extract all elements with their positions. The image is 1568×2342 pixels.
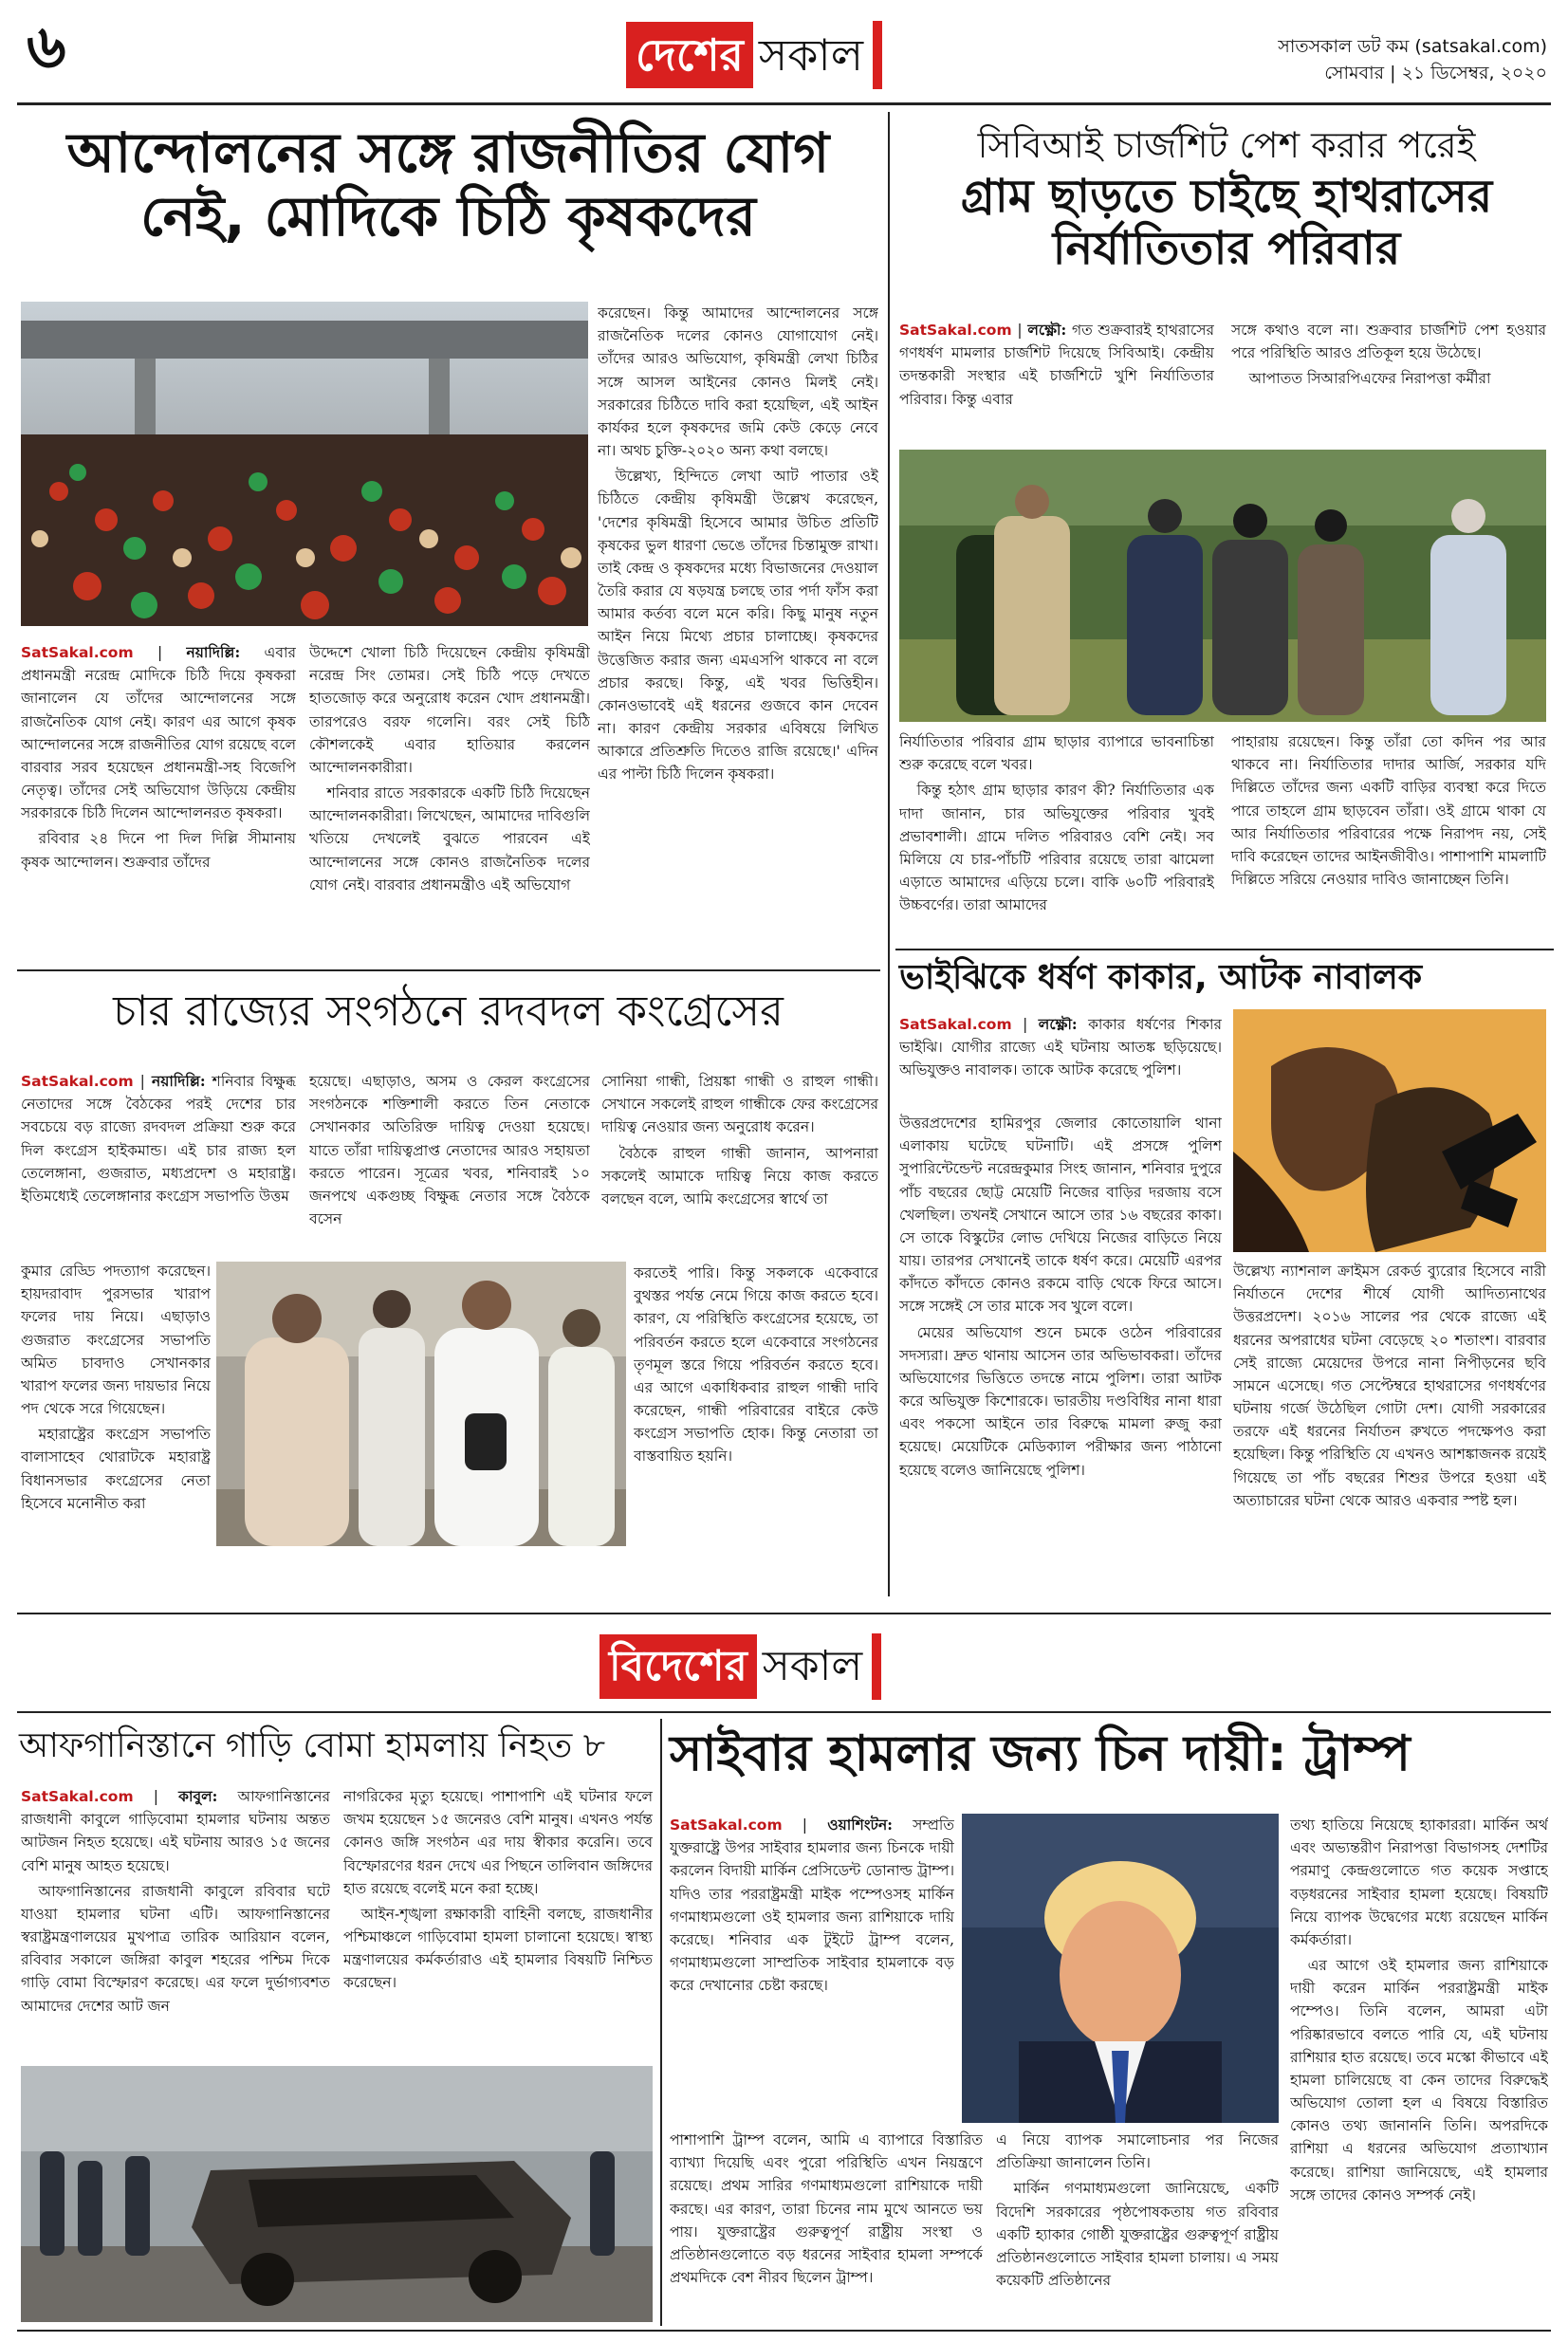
section2-masthead-black: সকাল xyxy=(762,1642,863,1690)
article2-kicker: সিবিআই চার্জশিট পেশ করার পরেই xyxy=(977,124,1476,166)
article3-col-c2 xyxy=(634,1262,878,1613)
article5-text-a2: আফগানিস্তানের রাজধানী কাবুলে রবিবার ঘটে যাওয়া হামলার ঘটনা এটি। আফগানিস্তানের স্বরাষ্ট্রমন্ত্রণালয়ের মুখপাত্র তারিক আরিয়ান বলেন, রবিবার সকালে জঙ্গিরা কাবুল শহরের পশ্চিম দিকে গাড়ি বোমা বিস্ফোরণ করেছে। এর ফলে দুর্ভাগ্যবশত আমাদের দেশের আট জন xyxy=(21,1882,330,2015)
article6-text-c2: এর আগে ওই হামলার জন্য রাশিয়াকে দায়ী করেন মার্কিন পররাষ্ট্রমন্ত্রী মাইক পম্পেও। তিনি বলেন, আমরা এটা পরিষ্কারভাবে বলতে পারি যে, এই ঘটনায় রাশিয়ার হাত রয়েছে। তবে মস্কো কীভাবে এই হামলা চালিয়েছে বা কেন তাদের বিরুদ্ধেই অভিযোগ তোলা হল এ বিষয়ে বিস্তারিত কোনও তথ্য জানাননি তিনি। অপরদিকে রাশিয়া এ ধরনের অভিযোগ প্রত্যাখ্যান করেছে। রাশিয়া জানিয়েছে, এই হামলার সঙ্গে তাদের কোনও সম্পর্ক নেই। xyxy=(1290,1957,1548,2204)
article1-col-mid xyxy=(309,641,590,968)
article2-text-c2: কিন্তু হঠাৎ গ্রাম ছাড়ার কারণ কী? নির্যাতিতার এক দাদা জানান, চার অভিযুক্তের পরিবার খুবই প্রভাবশালী। গ্রামে দলিত পরিবারও বেশি নেই। সব মিলিয়ে যে চার-পাঁচটি পরিবার রয়েছে তারা ঝামেলা এড়াতে আমাদের এড়িয়ে চলে। বাকি ৬০টি পরিবারই উচ্চবর্ণের। তারা আমাদের xyxy=(899,782,1214,914)
issue-date: সোমবার | ২১ ডিসেম্বর, ২০২০ xyxy=(1324,62,1547,83)
article6-photo xyxy=(962,1814,1279,2123)
article1-headline-line2: নেই, মোদিকে চিঠি কৃষকদের xyxy=(140,183,756,249)
section2-rule xyxy=(17,1711,1551,1713)
byline-site: SatSakal.com xyxy=(21,1073,134,1090)
section2-masthead-accent-bar xyxy=(872,1633,881,1700)
article3-headline: চার রাজ্যের সংগঠনে রদবদল কংগ্রেসের xyxy=(113,986,784,1036)
article6-text-a: সম্প্রতি যুক্তরাষ্ট্রে উপর সাইবার হামলার জন্য চিনকে দায়ী করলেন বিদায়ী মার্কিন প্রেসিডেন্ট ডোনাল্ড ট্রাম্প। যদিও তার পররাষ্ট্রমন্ত্রী মাইক পম্পেওসহ মার্কিন গণমাধ্যমগুলো ওই হামলার জন্য রাশিয়াকে দায়ি করেছে। শনিবার এক টুইটে ট্রাম্প বলেন, গণমাধ্যমগুলো সাম্প্রতিক সাইবার হামলাকে বড় করে দেখানোর চেষ্টা করছে। xyxy=(670,1816,954,1995)
article6-col-a2 xyxy=(670,2129,983,2328)
article5-text-b2: আইন-শৃঙ্খলা রক্ষাকারী বাহিনী বলছে, রাজধানীর পশ্চিমাঞ্চলে গাড়িবোমা হামলা চালানো হয়েছে। স্বাস্থ্য মন্ত্রণালয়ের কর্মকর্তারাও এই হামলার বিষয়টি নিশ্চিত করেছেন। xyxy=(343,1905,653,1992)
article1-text-b: এবার প্রধানমন্ত্রী নরেন্দ্র মোদিকে চিঠি দিয়ে কৃষকরা জানালেন যে তাঁদের আন্দোলনের সঙ্গে রাজনৈতিক যোগ নেই। কারণ এর আগে কৃষক আন্দোলনের সঙ্গে রাজনীতির যোগ রয়েছে বলে বারবার সরব হয়েছেন প্রধানমন্ত্রী-সহ বিজেপি নেতৃত্ব। তাঁদের সেই অভিযোগ উড়িয়ে কেন্দ্রীয় সরকারকে চিঠি দিলেন আন্দোলনরত কৃষকরা। xyxy=(21,644,296,822)
site-name: সাতসকাল ডট কম (satsakal.com) xyxy=(1278,36,1547,57)
article6-col-c xyxy=(1290,1814,1548,2328)
article3-col-c xyxy=(601,1070,878,1256)
article2-photo xyxy=(899,450,1546,722)
byline-site: SatSakal.com xyxy=(670,1816,783,1834)
article2-col-c xyxy=(899,730,1214,966)
article4-text-a2: উত্তরপ্রদেশের হামিরপুর জেলার কোতোয়ালি থানা এলাকায় ঘটেছে ঘটনাটি। এই প্রসঙ্গে পুলিশ সুপারিন্টেন্ডেন্ট নরেন্দ্রকুমার সিংহ জানান, শনিবার দুপুরে পাঁচ বছরের ছোট্ট মেয়েটি নিজের বাড়ির দরজায় বসে খেলছিল। তখনই সেখানে আসে তার ১৬ বছরের কাকা। সে তাকে বিস্কুটের লোভ দেখিয়ে নিজের বাড়িতে নিয়ে যায়। তারপর সেখানেই তাকে ধর্ষণ করে। মেয়েটি এরপর কাঁদতে কাঁদতে কোনও রকমে বাড়ি থেকে ফিরে আসে। সঙ্গে সঙ্গেই সে তার মাকে সব খুলে বলে। xyxy=(899,1115,1222,1316)
article5-col-a: SatSakal.com | কাবুল: আফগানিস্তানের রাজধানী কাবুলে গাড়িবোমা হামলার ঘটনায় অন্তত আটজন নিহত হয়েছে। এই ঘটনায় আরও ১৫ জনের বেশি মানুষ আহত হয়েছে। আফগানিস্তানের রাজধানী কাবুলে রবিবার ঘটে যাওয়া হামলার ঘটনা এটি। আফগানিস্তানের স্বরাষ্ট্রমন্ত্রণালয়ের মুখপাত্র তারিক আরিয়ান বলেন, রবিবার সকালে জঙ্গিরা কাবুল শহরের পশ্চিম দিকে গাড়ি বোমা বিস্ফোরণ করেছে। এর ফলে দুর্ভাগ্যবশত আমাদের দেশের আট জন xyxy=(21,1785,330,2060)
article4-col-a2 xyxy=(899,1112,1222,1614)
article2-text-b: সঙ্গে কথাও বলে না। শুক্রবার চার্জশিট পেশ হওয়ার পরে পরিস্থিতি আরও প্রতিকূল হয়ে উঠেছে। xyxy=(1231,322,1546,362)
byline-site: SatSakal.com xyxy=(899,322,1012,339)
article3-text-a3: মহারাষ্ট্রের কংগ্রেস সভাপতি বালাসাহেব থোরাটকে মহারাষ্ট্র বিধানসভার কংগ্রেসের নেতা হিসেবে মনোনীত করা xyxy=(21,1426,211,1512)
article2-col-d xyxy=(1231,730,1546,966)
article2-text-a: গত শুক্রবারই হাথরাসের গণধর্ষণ মামলার চার্জশিট দিয়েছে সিবিআই। কেন্দ্রীয় তদন্তকারী সংস্থার এই চার্জশিটে খুশি নির্যাতিতার পরিবার। কিন্তু এবার xyxy=(899,322,1214,408)
article2-col-a: SatSakal.com | লক্ষ্ণৌ: গত শুক্রবারই হাথরাসের গণধর্ষণ মামলার চার্জশিট দিয়েছে সিবিআই। কেন্দ্রীয় তদন্তকারী সংস্থার এই চার্জশিটে খুশি নির্যাতিতার পরিবার। কিন্তু এবার xyxy=(899,321,1214,408)
article1-bottom-rule xyxy=(17,969,880,971)
article2-col-b xyxy=(1231,319,1546,442)
top-half-bottom-rule xyxy=(17,1613,1551,1614)
article2-text-c: নির্যাতিতার পরিবার গ্রাম ছাড়ার ব্যাপারে ভাবনাচিন্তা শুরু করেছে বলে খবর। xyxy=(899,733,1214,774)
page-number: ৬ xyxy=(27,12,66,83)
article2-headline-line2: নির্যাতিতার পরিবার xyxy=(1052,222,1401,276)
article4-headline: ভাইঝিকে ধর্ষণ কাকার, আটক নাবালক xyxy=(899,958,1423,997)
article1-headline-line1: আন্দোলনের সঙ্গে রাজনীতির যোগ xyxy=(66,120,830,185)
article1-text-c: উদ্দেশে খোলা চিঠি দিয়েছেন কেন্দ্রীয় কৃষিমন্ত্রী নরেন্দ্র সিং তোমর। সেই চিঠি পড়ে দেখতে হাতজোড় করে অনুরোধ করেন খোদ প্রধানমন্ত্রী। তারপরেও বরফ গলেনি। বরং সেই চিঠি কৌশলকেই এবার হাতিয়ার করলেন আন্দোলনকারীরা। xyxy=(309,644,590,776)
masthead-accent-bar xyxy=(873,21,882,89)
article6-text-b2: মার্কিন গণমাধ্যমগুলো জানিয়েছে, একটি বিদেশি সরকারের পৃষ্ঠপোষকতায় গত রবিবার একটি হ্যাকার গোষ্ঠী যুক্তরাষ্ট্রের গুরুত্বপূর্ণ রাষ্ট্রীয় প্রতিষ্ঠানগুলোতে সাইবার হামলা চালায়। এ সময় কয়েকটি প্রতিষ্ঠানের xyxy=(996,2180,1279,2290)
article4-col-a: SatSakal.com | লক্ষ্ণৌ: কাকার ধর্ষণের শিকার ভাইঝি। যোগীর রাজ্যে এই ঘটনায় আতঙ্ক ছড়িয়েছে। অভিযুক্তও নাবালক। তাকে আটক করেছে পুলিশ। xyxy=(899,1015,1222,1079)
article1-text-a2: উল্লেখ্য, হিন্দিতে লেখা আট পাতার ওই চিঠিতে কেন্দ্রীয় কৃষিমন্ত্রী উল্লেখ করেছেন, 'দেশের কৃষিমন্ত্রী হিসেবে আমার উচিত প্রতিটি কৃষকের ভুল ধারণা ভেঙে তাঁদের চিন্তামুক্ত রাখা। তাই কেন্দ্র ও কৃষকদের মধ্যে বিভাজনের দেওয়াল তৈরি করার যে ষড়যন্ত্র চলছে তার পর্দা ফাঁস করা আমার কর্তব্য বলে মনে করি। কিছু মানুষ নতুন আইন নিয়ে মিথ্যে প্রচার চালাচ্ছে। কৃষকদের উত্তেজিত করার জন্য এমএসপি থাকবে না বলে প্রচার করছে। কিন্তু, এই খবর ভিত্তিহীন। কোনওভাবেই এই ধরনের গুজবে কান দেবেন না। কারণ কেন্দ্রীয় সরকার এবিষয়ে লিখিত আকারে প্রতিশ্রুতি দিতেও রাজি রয়েছে।' এদিন এর পাল্টা চিঠি দিলেন কৃষকরা। xyxy=(598,468,878,784)
section2-masthead xyxy=(600,1633,881,1700)
article5-photo xyxy=(21,2066,653,2322)
article2-text-d: পাহারায় রয়েছেন। কিন্তু তাঁরা তো কদিন পর আর থাকবে না। নির্যাতিতার দাদার আর্জি, সরকার যদি দিল্লিতে তাঁদের জন্য একটি বাড়ির ব্যবস্থা করে দিতে পারে তাহলে গ্রাম ছাড়বেন তাঁরা। ওই গ্রামে থাকা যে আর নির্যাতিতার পরিবারের পক্ষে নিরাপদ নয়, সেই দাবি করেছেন তাদের আইনজীবীও। পাশাপাশি মামলাটি দিল্লিতে সরিয়ে নেওয়ার দাবিও জানাচ্ছেন তিনি। xyxy=(1231,733,1546,889)
bottom-vertical-divider xyxy=(660,1719,662,2326)
byline-site: SatSakal.com xyxy=(899,1016,1012,1033)
article4-text-a: কাকার ধর্ষণের শিকার ভাইঝি। যোগীর রাজ্যে এই ঘটনায় আতঙ্ক ছড়িয়েছে। অভিযুক্তও নাবালক। তাকে আটক করেছে পুলিশ। xyxy=(899,1016,1222,1079)
header-rule xyxy=(17,102,1551,105)
article2-headline xyxy=(899,171,1554,275)
article6-col-a: SatSakal.com | ওয়াশিংটন: সম্প্রতি যুক্তরাষ্ট্রে উপর সাইবার হামলার জন্য চিনকে দায়ী করলেন বিদায়ী মার্কিন প্রেসিডেন্ট ডোনাল্ড ট্রাম্প। যদিও তার পররাষ্ট্রমন্ত্রী মাইক পম্পেওসহ মার্কিন গণমাধ্যমগুলো ওই হামলার জন্য রাশিয়াকে দায়ি করেছে। শনিবার এক টুইটে ট্রাম্প বলেন, গণমাধ্যমগুলো সাম্প্রতিক সাইবার হামলাকে বড় করে দেখানোর চেষ্টা করছে। xyxy=(670,1816,954,1995)
article6-text-a2: পাশাপাশি ট্রাম্প বলেন, আমি এ ব্যাপারে বিস্তারিত ব্যাখ্যা দিয়েছি এবং পুরো পরিস্থিতি এখন নিয়ন্ত্রণে রয়েছে। প্রথম সারির গণমাধ্যমগুলো রাশিয়াকে দায়ী করছে। এর কারণ, তারা চিনের নাম মুখে আনতে ভয় পায়। যুক্তরাষ্ট্রের গুরুত্বপূর্ণ রাষ্ট্রীয় সংস্থা ও প্রতিষ্ঠানগুলোতে বড় ধরনের সাইবার হামলা সম্পর্কে প্রথমদিকে বেশ নীরব ছিলেন ট্রাম্প। xyxy=(670,2131,983,2287)
article3-text-a: শনিবার বিক্ষুব্ধ নেতাদের সঙ্গে বৈঠকের পরই দেশের চার সবচেয়ে বড় রাজ্যে রদবদল প্রক্রিয়া শুরু করে দিল কংগ্রেস হাইকমান্ড। এই চার রাজ্য হল তেলেঙ্গানা, গুজরাত, মধ্যপ্রদেশ ও মহারাষ্ট্র। ইতিমধ্যেই তেলেঙ্গানার কংগ্রেস সভাপতি উত্তম xyxy=(21,1073,296,1205)
article5-text-b: নাগরিকের মৃত্যু হয়েছে। পাশাপাশি এই ঘটনার ফলে জখম হয়েছেন ১৫ জনেরও বেশি মানুষ। এখনও পর্যন্ত কোনও জঙ্গি সংগঠন এর দায় স্বীকার করেনি। তবে বিস্ফোরণের ধরন দেখে এর পিছনে তালিবান জঙ্গিদের হাত রয়েছে বলেই মনে করা হচ্ছে। xyxy=(343,1788,653,1897)
article6-col-b xyxy=(996,2129,1279,2328)
article1-col-left: SatSakal.com | নয়াদিল্লি: এবার প্রধানমন্ত্রী নরেন্দ্র মোদিকে চিঠি দিয়ে কৃষকরা জানালেন যে তাঁদের আন্দোলনের সঙ্গে রাজনৈতিক যোগ নেই। কারণ এর আগে কৃষক আন্দোলনের সঙ্গে রাজনীতির যোগ রয়েছে বলে বারবার সরব হয়েছেন প্রধানমন্ত্রী-সহ বিজেপি নেতৃত্ব। তাঁদের সেই অভিযোগ উড়িয়ে কেন্দ্রীয় সরকারকে চিঠি দিলেন আন্দোলনরত কৃষকরা। রবিবার ২৪ দিনে পা দিল দিল্লি সীমানায় কৃষক আন্দোলন। শুক্রবার তাঁদের xyxy=(21,641,296,968)
article3-col-b xyxy=(309,1070,590,1256)
masthead-black: সকাল xyxy=(758,29,864,81)
article4-place: লক্ষ্ণৌ: xyxy=(1038,1015,1078,1033)
article3-place: নয়াদিল্লি: xyxy=(151,1072,206,1090)
article6-place: ওয়াশিংটন: xyxy=(827,1816,893,1834)
byline-site: SatSakal.com xyxy=(21,644,134,661)
article3-col-a2 xyxy=(21,1260,211,1611)
article6-text-b: এ নিয়ে ব্যাপক সমালোচনার পর নিজের প্রতিক্রিয়া জানালেন তিনি। xyxy=(996,2131,1279,2172)
article4-col-b xyxy=(1233,1260,1546,1611)
article6-headline: সাইবার হামলার জন্য চিন দায়ী: ট্রাম্প xyxy=(670,1725,1411,1782)
article5-place: কাবুল: xyxy=(178,1787,218,1805)
article3-photo xyxy=(216,1262,626,1546)
article1-headline xyxy=(19,121,877,248)
article2-headline-line1: গ্রাম ছাড়তে চাইছে হাথরাসের xyxy=(960,170,1493,223)
article1-text-b2: রবিবার ২৪ দিনে পা দিল দিল্লি সীমানায় কৃষক আন্দোলন। শুক্রবার তাঁদের xyxy=(21,830,296,871)
top-vertical-divider xyxy=(888,112,890,1596)
article4-text-b: উল্লেখ্য ন্যাশনাল ক্রাইমস রেকর্ড ব্যুরোর হিসেবে নারী নির্যাতনে দেশের শীর্ষে যোগী আদিত্যনাথের উত্তরপ্রদেশ। ২০১৬ সালের পর থেকে রাজ্যে এই ধরনের অপরাধের ঘটনা বেড়েছে ২০ শতাংশ। বারবার সেই রাজ্যে মেয়েদের উপরে নানা নিপীড়নের ছবি সামনে এসেছে। গত সেপ্টেম্বরে হাথরাসের গণধর্ষণের ঘটনায় গর্জে উঠেছিল গোটা দেশ। যোগী সরকারের তরফে এই ধরনের নির্যাতন রুখতে পদক্ষেপও করা হয়েছিল। কিন্তু পরিস্থিতি যে এখনও আশঙ্কাজনক রয়েই গিয়েছে তা পাঁচ বছরের শিশুর উপরে হওয়া এই অত্যাচারের ঘটনা থেকে আরও একবার স্পষ্ট হল। xyxy=(1233,1263,1546,1509)
masthead xyxy=(626,21,882,89)
byline-site: SatSakal.com xyxy=(21,1788,134,1805)
article4-text-a3: মেয়ের অভিযোগ শুনে চমকে ওঠেন পরিবারের সদস্যরা। দ্রুত থানায় আসেন তার অভিভাবকরা। তাঁদের অভিযোগের ভিত্তিতে তদন্তে নামে পুলিশ। তারা আটক করে অভিযুক্ত কিশোরকে। ভারতীয় দণ্ডবিধির নানা ধারা এবং পকসো আইনে তার বিরুদ্ধে মামলা রুজু করা হয়েছে। মেয়েটিকে মেডিক্যাল পরীক্ষার জন্য পাঠানো হয়েছে বলেও জানিয়েছে পুলিশ। xyxy=(899,1323,1222,1479)
article5-col-b xyxy=(343,1785,653,2060)
article3-text-b: হয়েছে। এছাড়াও, অসম ও কেরল কংগ্রেসের সংগঠনকে শক্তিশালী করতে তিন নেতাকে সেখানকার অতিরিক্ত দায়িত্ব দেওয়া হয়েছে। যাতে তাঁরা দায়িত্বপ্রাপ্ত নেতাদের আরও সহায়তা করতে পারেন। সূত্রের খবর, শনিবারই ১০ জনপথে একগুচ্ছ বিক্ষুব্ধ নেতার সঙ্গে বৈঠকে বসেন xyxy=(309,1073,590,1228)
masthead-red: দেশের xyxy=(626,22,753,88)
article6-text-c: তথ্য হাতিয়ে নিয়েছে হ্যাকাররা। মার্কিন অর্থ এবং অভ্যন্তরীণ নিরাপত্তা বিভাগসহ দেশটির পরমাণু কেন্দ্রগুলোতে গত কয়েক সপ্তাহে বড়ধরনের সাইবার হামলা হয়েছে। বিষয়টি নিয়ে ব্যাপক উদ্বেগের মধ্যে রয়েছেন মার্কিন কর্মকর্তারা। xyxy=(1290,1816,1548,1948)
article2-place: লক্ষ্ণৌ: xyxy=(1027,321,1067,339)
article1-place: নয়াদিল্লি: xyxy=(186,643,241,661)
article2-text-b2: আপাতত সিআরপিএফের নিরাপত্তা কর্মীরা xyxy=(1248,370,1491,388)
article3-col-a: SatSakal.com | নয়াদিল্লি: শনিবার বিক্ষুব্ধ নেতাদের সঙ্গে বৈঠকের পরই দেশের চার সবচেয়ে বড় রাজ্যে রদবদল প্রক্রিয়া শুরু করে দিল কংগ্রেস হাইকমান্ড। এই চার রাজ্য হল তেলেঙ্গানা, গুজরাত, মধ্যপ্রদেশ ও মহারাষ্ট্র। ইতিমধ্যেই তেলেঙ্গানার কংগ্রেস সভাপতি উত্তম xyxy=(21,1072,296,1205)
article2-bottom-rule xyxy=(895,949,1554,950)
header-info xyxy=(1278,34,1547,86)
article4-illustration xyxy=(1233,1009,1546,1252)
article3-text-c3: করতেই পারি। কিন্তু সকলকে একেবারে বুথস্তর পর্যন্ত নেমে গিয়ে কাজ করতে হবে। কারণ, যে পরিস্থিতি কংগ্রেসের হয়েছে, তা পরিবর্তন করতে হলে একেবারে সংগঠনের তৃণমূল স্তরে গিয়ে পরিবর্তন করতে হবে। এর আগে একাধিকবার রাহুল গান্ধী দাবি করেছেন, গান্ধী পরিবারের বাইরে কেউ কংগ্রেস সভাপতি হোক। কিন্তু নেতারা তা বাস্তবায়িত হয়নি। xyxy=(634,1264,878,1466)
article1-photo xyxy=(21,302,588,626)
article5-text-a: আফগানিস্তানের রাজধানী কাবুলে গাড়িবোমা হামলার ঘটনায় অন্তত আটজন নিহত হয়েছে। এই ঘটনায় আরও ১৫ জনের বেশি মানুষ আহত হয়েছে। xyxy=(21,1788,330,1874)
article5-headline: আফগানিস্তানে গাড়ি বোমা হামলায় নিহত ৮ xyxy=(19,1726,606,1765)
section2-masthead-red: বিদেশের xyxy=(600,1634,757,1699)
footer-rule xyxy=(17,2330,1551,2332)
article3-text-c2: বৈঠকে রাহুল গান্ধী জানান, আপনারা সকলেই আমাকে দায়িত্ব নিয়ে কাজ করতে বলছেন বলে, আমি কংগ্রেসের স্বার্থে তা xyxy=(601,1144,878,1208)
article1-text-c2: শনিবার রাতে সরকারকে একটি চিঠি দিয়েছেন আন্দোলনকারীরা। লিখেছেন, আমাদের দাবিগুলি খতিয়ে দেখলেই বুঝতে পারবেন এই আন্দোলনের সঙ্গে কোনও রাজনৈতিক দলের যোগ নেই। বারবার প্রধানমন্ত্রীও এই অভিযোগ xyxy=(309,784,590,894)
article3-text-c: সোনিয়া গান্ধী, প্রিয়ঙ্কা গান্ধী ও রাহুল গান্ধী। সেখানে সকলেই রাহুল গান্ধীকে ফের কংগ্রেসের দায়িত্ব নেওয়ার জন্য অনুরোধ করেন। xyxy=(601,1073,878,1136)
article3-text-a2: কুমার রেড্ডি পদত্যাগ করেছেন। হায়দরাবাদ পুরসভার খারাপ ফলের দায় নিয়ে। এছাড়াও গুজরাত কংগ্রেসের সভাপতি অমিত চাবদাও সেখানকার খারাপ ফলের জন্য দায়ভার নিয়ে পদ থেকে সরে গিয়েছেন। xyxy=(21,1263,211,1418)
article1-text-a: করেছেন। কিন্তু আমাদের আন্দোলনের সঙ্গে রাজনৈতিক দলের কোনও যোগাযোগ নেই। তাঁদের আরও অভিযোগ, কৃষিমন্ত্রী লেখা চিঠির সঙ্গে আসল আইনের কোনও মিলই নেই। সরকারের চিঠিতে দাবি করা হয়েছিল, এই আইন কার্যকর হলে কৃষকদের জমি কেউ কেড়ে নেবে না। অথচ চুক্তি-২০২০ অন্য কথা বলছে। xyxy=(598,304,878,460)
